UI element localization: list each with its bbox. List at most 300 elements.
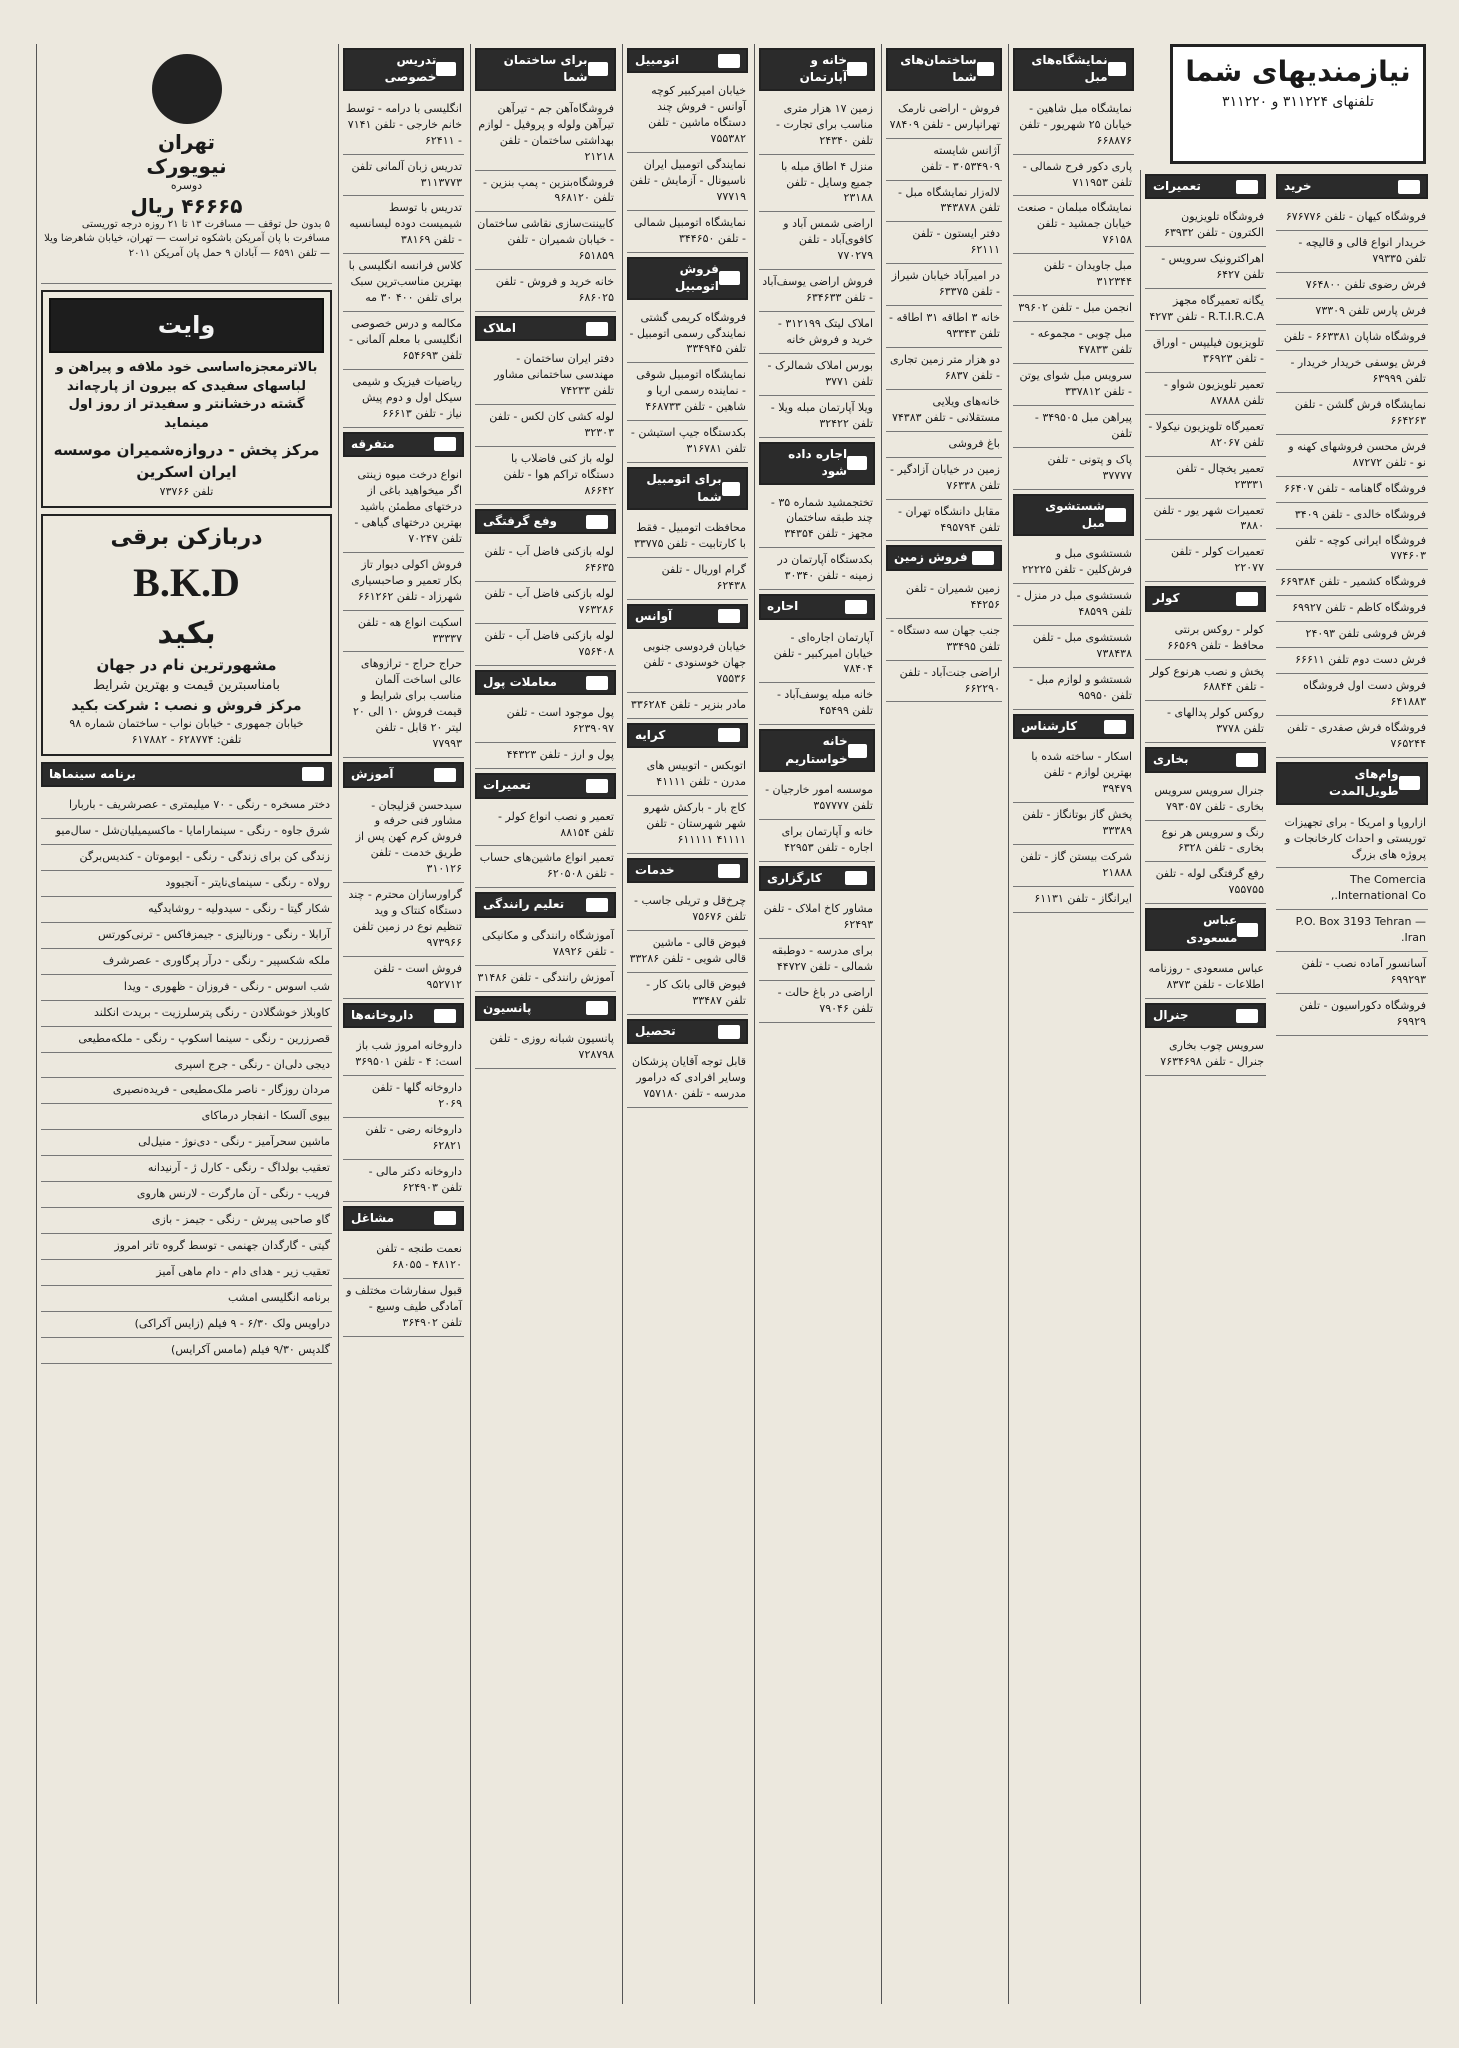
classified-ad: تختجمشید شماره ۳۵ - چند طبقه ساختمان مجهز - تلفن ۳۴۳۵۴ (759, 491, 875, 549)
section-header-label: احاره (767, 599, 799, 614)
section-header-label: آوانس (635, 608, 673, 623)
classified-ad: شستشوی مبل در منزل - تلفن ۴۸۵۹۹ (1013, 584, 1134, 626)
white-ad (41, 290, 332, 508)
classified-ad: سیدحسن قزلیجان - مشاور فنی حرفه و فروش کرم کهن پس از طریق خدمت - تلفن ۳۱۰۱۲۶ (343, 794, 464, 884)
classified-ad: فیوض قالی بانک کار - تلفن ۳۳۴۸۷ (627, 973, 748, 1015)
section-icon (722, 482, 740, 496)
section-icon (434, 1009, 456, 1023)
section-header (759, 594, 875, 619)
section-icon (845, 600, 867, 614)
section-icon (1236, 592, 1258, 606)
cinema-header-label: برنامه سینماها (49, 766, 136, 781)
section-icon (586, 515, 608, 529)
classified-ad: اهراکترونیک سرویس - تلفن ۶۴۲۷ (1145, 247, 1266, 289)
section-header (886, 48, 1002, 91)
cinema-listing: شکار گیتا - رنگی - سیدولیه - روشایدگیه (41, 897, 332, 923)
classified-ad: خیابان امیرکبیر کوچه آوانس - فروش چند دستگاه ماشین - تلفن ۷۵۵۳۸۲ (627, 79, 748, 153)
cinema-listing: برنامه انگلیسی امشب (41, 1286, 332, 1312)
classified-ad: سرویس چوب بخاری جنرال - تلفن ۷۶۳۴۶۹۸ (1145, 1034, 1266, 1076)
classified-ad: فرش دست دوم تلفن ۶۶۶۱۱ (1276, 648, 1428, 674)
classified-ad: دفتر ایران ساختمان - مهندسی ساختمانی مشاور تلفن ۷۴۲۳۳ (475, 347, 616, 405)
classified-ad: جنب جهان سه دستگاه - تلفن ۳۳۴۹۵ (886, 619, 1002, 661)
classified-ad: آموزش رانندگی - تلفن ۳۱۴۸۶ (475, 966, 616, 992)
classified-ad: انواع درخت میوه زینتی اگر میخواهید باغی از درختهای مطمئن باشید بهترین درختهای گیاهی - تلفن ۷۰۲۴۷ (343, 463, 464, 553)
section-header-label: کولر (1153, 591, 1180, 606)
classified-ad: داروخانه رضی - تلفن ۶۲۸۲۱ (343, 1118, 464, 1160)
section-icon (718, 864, 740, 878)
classified-ad: فروشگاه خالدی - تلفن ۳۴۰۹ (1276, 503, 1428, 529)
section-icon (1236, 753, 1258, 767)
section-header (343, 762, 464, 787)
cinema-listing: رولاه - رنگی - سینمای‌نایتر - آنجیوود (41, 871, 332, 897)
section-header-label: املاک (483, 321, 516, 336)
classified-ad: فروشگاه کاظم - تلفن ۶۹۹۲۷ (1276, 596, 1428, 622)
classified-ad: تعمیرات کولر - تلفن ۲۲۰۷۷ (1145, 540, 1266, 582)
classified-ad: گراورسازان محترم - چند دستگاه کنتاک و وید تنظیم نوع در زمین تلفن ۹۷۳۹۶۶ (343, 883, 464, 957)
classified-ad: The Comercia International Co., (1276, 868, 1428, 910)
white-dist: مرکز پخش - دروازه‌شمیران موسسه ایران اسکرین (53, 441, 320, 481)
classified-ad: تعمیرات شهر یور - تلفن ۳۸۸۰ (1145, 499, 1266, 541)
classified-ad: نمایشگاه اتومبیل شوقی - نماینده رسمی اریا و شاهین - تلفن ۴۶۸۷۳۳ (627, 363, 748, 421)
classified-ad: فروشگاه کریمی گشتی نمایندگی رسمی اتومبیل - تلفن ۳۳۴۹۴۵ (627, 306, 748, 364)
section-header-label: فروش اتومبیل (674, 261, 719, 294)
section-icon (847, 456, 867, 470)
section-header (475, 316, 616, 341)
cinema-listing: گلدپس ۹/۳۰ فیلم (مامس آکرایس) (41, 1338, 332, 1364)
section-icon (972, 551, 994, 565)
classified-ad: فروش اراضی یوسف‌آباد - تلفن ۶۳۴۶۳۳ (759, 270, 875, 312)
classified-ad: فروش - اراضی نارمک تهرانپارس - تلفن ۷۸۴۰۹ (886, 97, 1002, 139)
section-icon (586, 898, 608, 912)
cinema-listing: قصرزرین - رنگی - سینما اسکوپ - رنگی - ملکه‌مطیعی (41, 1027, 332, 1053)
section-header-label: شستشوی مبل (1045, 498, 1105, 530)
classified-ad: تدریس زبان آلمانی تلفن ۳۱۱۳۷۷۳ (343, 155, 464, 197)
classified-ad: پاری دکور فرح شمالی - تلفن ۷۱۱۹۵۳ (1013, 155, 1134, 197)
section-header (759, 866, 875, 891)
section-icon (1398, 180, 1420, 194)
globe-icon (152, 54, 222, 124)
bkd-slogan: مشهورترین نام در جهان (96, 656, 277, 674)
panam-note: دوسره (170, 179, 203, 192)
section-header-label: خانه خواستاریم (785, 734, 848, 766)
classified-ad: مقابل دانشگاه تهران - تلفن ۴۹۵۷۹۴ (886, 500, 1002, 542)
classified-ad: حراج حراج - ترازوهای عالی اساخت آلمان مناسب برای شرایط و قیمت فروش ۱۰ الی ۲۰ لیتر ۲۰ قابل - تلفن ۷۷۹۹۳ (343, 652, 464, 758)
classified-ad: فرش رضوی تلفن ۷۶۴۸۰۰ (1276, 273, 1428, 299)
section-header-label: کارگزاری (767, 870, 822, 885)
section-header (475, 670, 616, 695)
section-icon (434, 437, 456, 451)
section-header-label: مشاغل (351, 1210, 395, 1225)
classified-ad: فروشگاه ایرانی کوچه - تلفن ۷۷۴۶۰۳ (1276, 529, 1428, 571)
classified-ad: مادر بنزیر - تلفن ۳۳۶۲۸۴ (627, 693, 748, 719)
section-header-label: کرایه (635, 727, 666, 742)
classified-ad: فروشگاه کیهان - تلفن ۶۷۶۷۷۶ (1276, 205, 1428, 231)
white-brand-banner (49, 298, 324, 353)
classified-ad: لوله کشی کان لکس - تلفن ۳۲۳۰۳ (475, 405, 616, 447)
classified-ad: بورس املاک شمالرک - تلفن ۳۷۷۱ (759, 354, 875, 396)
section-header (1145, 747, 1266, 772)
section-header-label: متفرقه (351, 436, 395, 451)
classified-ad: فروش دست اول فروشگاه ۶۴۱۸۸۳ (1276, 674, 1428, 716)
section-icon (1104, 720, 1126, 734)
classified-ad: ریاضیات فیزیک و شیمی سیکل اول و دوم پیش نیاز - تلفن ۶۶۶۱۳ (343, 370, 464, 428)
classified-ad: مبل چوبی - مجموعه - تلفن ۴۷۸۳۳ (1013, 322, 1134, 364)
classified-ad: نمایشگاه اتومبیل شمالی - تلفن ۳۴۴۶۵۰ (627, 211, 748, 253)
section-header-label: آموزش (351, 767, 394, 782)
cinema-header (41, 762, 332, 787)
section-header (627, 467, 748, 510)
classified-ad: کلاس فرانسه انگلیسی با بهترین مناسب‌ترین سبک برای تلفن ۴۰۰ ۳۰ مه (343, 254, 464, 312)
section-header (627, 257, 748, 300)
classified-ad: پیراهن مبل ۳۴۹۵۰۵ - تلفن (1013, 406, 1134, 448)
section-header (759, 442, 875, 485)
cinema-listing: شب اسوس - رنگی - فروزان - ظهوری - ویدا (41, 975, 332, 1001)
section-icon (1236, 1009, 1258, 1023)
section-header-label: تعمیرات (483, 778, 531, 793)
classified-ad: فروشگاه دکوراسیون - تلفن ۶۹۹۲۹ (1276, 994, 1428, 1036)
classified-ad: P.O. Box 3193 Tehran — Iran. (1276, 910, 1428, 952)
section-header (1145, 908, 1266, 951)
section-icon (434, 768, 456, 782)
classified-ad: شستشوی مبل - تلفن ۷۳۸۴۳۸ (1013, 626, 1134, 668)
classified-ad: تدریس با توسط شیمیست دوده لیسانسیه - تلفن ۳۸۱۶۹ (343, 196, 464, 254)
section-header-label: عباس مسعودی (1186, 913, 1238, 945)
classified-ad: داروخانه دکتر مالی - تلفن ۶۲۴۹۰۳ (343, 1160, 464, 1202)
section-icon (718, 609, 740, 623)
section-icon (719, 271, 740, 285)
classified-ad: زمین ۱۷ هزار متری مناسب برای تجارت - تلفن ۲۴۳۴۰ (759, 97, 875, 155)
classified-ad: شستشوی مبل و فرش‌کلین - تلفن ۲۲۲۲۵ (1013, 542, 1134, 584)
page-headline-box (1170, 44, 1426, 164)
cinema-listing: مردان روزگار - ناصر ملک‌مطیعی - فریده‌نصیری (41, 1078, 332, 1104)
classified-ad: یگانه تعمیرگاه مجهز R.T.I.R.C.A - تلفن ۴۲۷۳ (1145, 289, 1266, 331)
classified-ad: اسکیت انواع هه - تلفن ۳۳۳۳۷ (343, 611, 464, 653)
section-header-label: اتومبیل (635, 53, 680, 67)
section-icon (434, 1211, 456, 1225)
column-4 (622, 44, 752, 2004)
bkd-line: بامناسبترین قیمت و بهترین شرایط (93, 677, 280, 693)
section-header (759, 729, 875, 772)
classified-ad: نمایشگاه مبلمان - صنعت خیابان جمشید - تلفن ۷۶۱۵۸ (1013, 196, 1134, 254)
section-header-label: خانه و آپارتمان (799, 53, 848, 85)
panam-city1: تهران (157, 130, 216, 154)
section-header (627, 48, 748, 73)
classified-ad: عباس مسعودی - روزنامه اطلاعات - تلفن ۸۳۷۳ (1145, 957, 1266, 999)
section-icon (718, 728, 740, 742)
classified-ad: فرش محسن فروشهای کهنه و نو - تلفن ۸۷۲۷۲ (1276, 435, 1428, 477)
cinema-list (41, 793, 332, 1364)
classified-ad: قبول سفارشات مختلف و آمادگی طیف وسیع - تلفن ۳۶۴۹۰۲ (343, 1279, 464, 1337)
classified-ad: اراضی در باغ حالت - تلفن ۷۹۰۴۶ (759, 981, 875, 1023)
section-header-label: خدمات (635, 862, 675, 877)
classified-ad: فروشگاه کشمیر - تلفن ۶۶۹۳۸۴ (1276, 570, 1428, 596)
bkd-phone: تلفن: ۶۲۸۷۷۴ - ۶۱۷۸۸۲ (131, 732, 242, 746)
cinema-listing: کاوبلاز خوشگلادن - رنگی پترسلرزیت - بریدت انکلند (41, 1001, 332, 1027)
section-icon (1237, 923, 1258, 937)
section-header (1145, 174, 1266, 199)
classified-ad: نمایندگی اتومبیل ایران ناسیونال - آزمایش - تلفن ۷۷۷۱۹ (627, 153, 748, 211)
section-icon (718, 54, 740, 68)
section-icon (845, 871, 867, 885)
classified-ad: آسانسور آماده نصب - تلفن ۶۹۹۲۹۳ (1276, 952, 1428, 994)
classified-ad: رفع گرفتگی لوله - تلفن ۷۵۵۷۵۵ (1145, 862, 1266, 904)
section-header (627, 604, 748, 629)
cinema-listing: زندگی کن برای زندگی - رنگی - ایوموتان - کندیس‌برگن (41, 845, 332, 871)
classified-ad: مکالمه و درس خصوصی انگلیسی با معلم آلمانی - تلفن ۶۵۴۶۹۳ (343, 312, 464, 370)
classified-ad: فرش پارس تلفن ۷۳۳۰۹ (1276, 299, 1428, 325)
classified-ad: خانه‌های ویلایی مستقلانی - تلفن ۷۴۳۸۳ (886, 390, 1002, 432)
cinema-listing: تعقیب زیر - هدای دام - دام ماهی آمیز (41, 1260, 332, 1286)
section-icon (586, 1001, 608, 1015)
section-header (475, 892, 616, 917)
classified-ad: فرش یوسفی خریدار خریدار - تلفن ۶۳۹۹۹ (1276, 351, 1428, 393)
classified-ad: تعمیرگاه تلویزیون نیکولا - تلفن ۸۲۰۶۷ (1145, 415, 1266, 457)
section-icon (977, 62, 994, 76)
section-header-label: معاملات پول (483, 675, 557, 689)
panam-ad (41, 44, 332, 284)
classified-ad: تلویزیون فیلیپس - اوراق - تلفن ۳۶۹۲۳ (1145, 331, 1266, 373)
bkd-top: دربازکن برقی (110, 524, 263, 550)
section-header (1013, 48, 1134, 91)
section-header-label: پانسیون (483, 1000, 532, 1015)
section-header-label: برای ساختمان شما (503, 53, 588, 85)
classified-ad: لاله‌زار نمایشگاه مبل - تلفن ۳۴۳۸۷۸ (886, 181, 1002, 223)
classified-ad: خانه مبله یوسف‌آباد - تلفن ۴۵۴۹۹ (759, 683, 875, 725)
section-header-label: تعلیم رانندگی (483, 897, 565, 912)
section-header-label: بخاری (1153, 752, 1189, 767)
classified-ad: زمین شمیران - تلفن ۴۴۲۵۶ (886, 577, 1002, 619)
classified-ad: آژانس شایسته ۳۰۵۳۴۹۰۹ - تلفن (886, 139, 1002, 181)
section-header-label: نمایشگاه‌های مبل (1031, 53, 1108, 85)
section-header (343, 1003, 464, 1028)
cinema-listing: آرابلا - رنگی - ورنالیزی - جیمزفاکس - ترنی‌کورتس (41, 923, 332, 949)
classified-ad: چرخ‌قل و تریلی جاسب - تلفن ۷۵۶۷۶ (627, 889, 748, 931)
classified-ad: فروشگاه فرش صفدری - تلفن ۷۶۵۲۴۴ (1276, 716, 1428, 758)
classified-ad: کابیننت‌سازی نقاشی ساختمان - خیابان شمیران - تلفن ۶۵۱۸۵۹ (475, 212, 616, 270)
classified-ad: تعمیر و نصب انواع کولر - تلفن ۸۸۱۵۴ (475, 805, 616, 847)
classified-ad: ایرانگاز - تلفن ۶۱۱۳۱ (1013, 887, 1134, 913)
classified-ad: پانسیون شبانه روزی - تلفن ۷۲۸۷۹۸ (475, 1027, 616, 1069)
classified-ad: اسکار - ساخته شده با بهترین لوازم - تلفن ۳۹۴۷۹ (1013, 745, 1134, 803)
section-header (1145, 586, 1266, 611)
panam-price: ۴۶۶۶۵ ریال (130, 193, 243, 218)
classified-ad: بکدستگاه جیپ استیشن - تلفن ۳۱۶۷۸۱ (627, 421, 748, 463)
classified-ad: مبل جاویدان - تلفن ۳۱۲۳۴۴ (1013, 254, 1134, 296)
classified-ad: منزل ۴ اطاق مبله با جمیع وسایل - تلفن ۲۳۱۸۸ (759, 155, 875, 213)
section-header (627, 1019, 748, 1044)
classified-ad: اراضی جنت‌آباد - تلفن ۶۶۲۲۹۰ (886, 661, 1002, 703)
cinema-listing: دراویس ولک ۶/۳۰ - ۹ فیلم (زایس آکراکی) (41, 1312, 332, 1338)
classified-ad: خانه خرید و فروش - تلفن ۶۸۶۰۲۵ (475, 270, 616, 312)
section-header-label: تدریس خصوصی (384, 53, 437, 85)
classified-ad: لوله بازکنی فاضل آب - تلفن ۷۵۶۴۰۸ (475, 624, 616, 666)
section-icon (848, 744, 867, 758)
classified-ad: تعمیر تلویزیون شواو - تلفن ۸۷۸۸۸ (1145, 373, 1266, 415)
classified-ad: پخش گاز بوتانگاز - تلفن ۳۳۳۸۹ (1013, 803, 1134, 845)
section-icon (1108, 62, 1126, 76)
white-phone: تلفن ۷۳۷۶۶ (159, 484, 214, 498)
classified-ad: خانه ۳ اطاقه ۳۱ اطاقه - تلفن ۹۳۳۴۳ (886, 306, 1002, 348)
cinema-listing: تعقیب بولداگ - رنگی - کارل ژ - آرنیدانه (41, 1156, 332, 1182)
classified-ad: انجمن مبل - تلفن ۳۹۶۰۲ (1013, 296, 1134, 322)
bkd-brand: B.K.D (133, 559, 240, 605)
section-header (475, 509, 616, 534)
classified-ad: فروشگاه‌بنزین - پمپ بنزین - تلفن ۹۶۸۱۲۰ (475, 171, 616, 213)
panam-city2: نیویورک (146, 154, 227, 178)
classified-ad: خریدار انواع قالی و قالیچه - تلفن ۷۹۳۳۵ (1276, 231, 1428, 273)
classified-ad: گرام اوریال - تلفن ۶۲۴۳۸ (627, 558, 748, 600)
classified-ad: املاک لیتک ۳۱۲۱۹۹ - خرید و فروش خانه (759, 312, 875, 354)
classified-ad: ویلا آپارتمان مبله ویلا - تلفن ۳۲۴۲۲ (759, 396, 875, 438)
section-header-label: جنرال (1153, 1007, 1189, 1022)
classified-ad: خیابان فردوسی جنوبی جهان خوسنودی - تلفن ۷۵۵۳۶ (627, 635, 748, 693)
classified-ad: تعمیر یخچال - تلفن ۲۳۳۳۱ (1145, 457, 1266, 499)
section-header (1276, 762, 1428, 805)
film-icon (302, 767, 324, 781)
section-header-label: تحصیل (635, 1023, 676, 1038)
classified-ad: برای مدرسه - دوطبقه شمالی - تلفن ۴۴۷۲۷ (759, 939, 875, 981)
section-header-label: وام‌های طویل‌المدت (1328, 766, 1399, 799)
section-icon (586, 676, 608, 690)
cinema-listing: فریب - رنگی - آن مارگرت - لارنس هاروی (41, 1182, 332, 1208)
section-header (475, 996, 616, 1021)
classified-ad: شستشو و لوازم مبل - تلفن ۹۵۹۵۰ (1013, 668, 1134, 710)
classified-ad: پول موجود است - تلفن ۶۲۳۹۰۹۷ (475, 701, 616, 743)
classified-ad: تعمیر انواع ماشین‌های حساب - تلفن ۶۲۰۵۰۸ (475, 846, 616, 888)
page-headline-subtitle: تلفنهای ۳۱۱۲۲۴ و ۳۱۱۲۲۰ (1222, 94, 1374, 110)
classified-ad: دفتر ایستون - تلفن ۶۲۱۱۱ (886, 222, 1002, 264)
section-icon (586, 322, 608, 336)
classified-ad: در امیرآباد خیابان شیراز - تلفن ۶۳۳۷۵ (886, 264, 1002, 306)
section-header (1013, 494, 1134, 537)
column-8 (1140, 170, 1270, 2004)
classified-ad: نمایشگاه فرش گلشن - تلفن ۶۶۴۲۶۳ (1276, 393, 1428, 435)
section-header-label: کارشناس (1021, 718, 1078, 733)
section-header (475, 48, 616, 91)
cinema-listing: دیجی دلی‌ان - رنگی - جرج اسپری (41, 1053, 332, 1079)
page-headline-title: نیازمندیهای شما (1185, 55, 1411, 88)
classified-ad: زمین در خیابان آزادگیر - تلفن ۷۶۳۳۸ (886, 458, 1002, 500)
cinema-listing: دختر مسخره - رنگی - ۷۰ میلیمتری - عصرشریف - باربارا (41, 793, 332, 819)
section-header (1145, 1003, 1266, 1028)
classified-ad: داروخانه گلها - تلفن ۲۰۶۹ (343, 1076, 464, 1118)
classified-ad: جنرال سرویس سرویس بخاری - تلفن ۷۹۳۰۵۷ (1145, 779, 1266, 821)
section-header (475, 773, 616, 798)
section-header (1276, 174, 1428, 199)
section-icon (588, 62, 608, 76)
classified-ad: لوله باز کنی فاضلاب با دستگاه تراکم هوا - تلفن ۸۶۶۴۲ (475, 447, 616, 505)
bkd-dealer: مرکز فروش و نصب : شرکت بکید (71, 697, 302, 714)
section-header (343, 1206, 464, 1231)
column-6 (881, 44, 1006, 2004)
classified-ad: انگلیسی با درامه - توسط خانم خارجی - تلفن ۷۱۴۱ - ۶۲۴۱۱ (343, 97, 464, 155)
classified-ad: کولر - روکس برنتی محافظ - تلفن ۶۶۵۶۹ (1145, 618, 1266, 660)
column-3 (470, 44, 620, 2004)
column-1 (36, 44, 336, 2004)
column-2 (338, 44, 468, 2004)
classified-ad: ازاروپا و امریکا - برای تجهیزات توریستی و احداث کارخانجات و پروژه های بزرگ (1276, 811, 1428, 869)
section-header (759, 48, 875, 91)
column-7 (1008, 44, 1138, 2004)
classified-ad: مشاور کاخ املاک - تلفن ۶۲۴۹۳ (759, 897, 875, 939)
section-icon (1399, 776, 1420, 790)
classified-ad: شرکت بیستن گاز - تلفن ۲۱۸۸۸ (1013, 845, 1134, 887)
section-header-label: ساختمان‌های شما (900, 53, 977, 85)
cinema-listing: بیوی آلسکا - انفجار درماکای (41, 1104, 332, 1130)
column-5 (754, 44, 879, 2004)
classified-ad: دو هزار متر زمین تجاری - تلفن ۶۸۳۷ (886, 348, 1002, 390)
classified-ad: پاک و پتونی - تلفن ۳۷۷۷۷ (1013, 448, 1134, 490)
classified-ad: لوله بازکنی فاضل آب - تلفن ۶۴۶۳۵ (475, 540, 616, 582)
classified-ad: پخش و نصب هرنوع کولر - تلفن ۶۸۸۴۴ (1145, 660, 1266, 702)
classified-ad: بکدستگاه آپارتمان در زمینه - تلفن ۳۰۳۴۰ (759, 548, 875, 590)
classified-ad: موسسه امور خارجیان - تلفن ۳۵۷۷۷۷ (759, 778, 875, 820)
classified-ad: فروشگاه‌آهن جم - تیرآهن تیرآهن ولوله و پروفیل - لوازم بهداشتی ساختمان - تلفن ۲۱۲۱۸ (475, 97, 616, 171)
section-icon (436, 62, 456, 76)
section-header (627, 858, 748, 883)
classified-ad: فروش است - تلفن ۹۵۲۷۱۲ (343, 957, 464, 999)
section-icon (586, 779, 608, 793)
classified-ad: روکس کولر پدالهای - تلفن ۳۷۷۸ (1145, 701, 1266, 743)
classified-ad: داروخانه امروز شب باز است: ۴ - تلفن ۳۶۹۵۰۱ (343, 1034, 464, 1076)
bkd-ad (41, 514, 332, 756)
section-header (886, 545, 1002, 570)
section-header-label: وفع گرفتگی (483, 513, 558, 528)
classified-ad: فروشگاه شاپان ۶۶۳۳۸۱ - تلفن (1276, 325, 1428, 351)
bkd-address: خیابان جمهوری - خیابان نواب - ساختمان شماره ۹۸ (69, 716, 304, 730)
classified-ad: آپارتمان اجاره‌ای - خیابان امیرکبیر - تلفن ۷۸۴۰۴ (759, 626, 875, 684)
classified-ad: فروشگاه گاهنامه - تلفن ۶۶۴۰۷ (1276, 477, 1428, 503)
section-header (627, 723, 748, 748)
classified-ad: محافظت اتومبیل - فقط با کارتابیت - تلفن ۳۳۷۷۵ (627, 516, 748, 558)
cinema-listing: شرق جاوه - رنگی - سینمارامایا - ماکسیمیلیان‌شل - سال‌میو (41, 819, 332, 845)
section-header-label: خرید (1284, 179, 1312, 193)
classified-ad: فرش فروشی تلفن ۲۴۰۹۳ (1276, 622, 1428, 648)
section-icon (847, 62, 867, 76)
bkd-brand-fa: بکید (157, 615, 216, 651)
classified-ad: رنگ و سرویس هر نوع بخاری - تلفن ۶۳۲۸ (1145, 821, 1266, 863)
white-body: بالاترمعجزه‌اساسی خود ملافه و پیراهن و لباسهای سفیدی که بیرون از پارچه‌اند گشته درخشانتر و سفیدتر از روز اول مینماید (55, 359, 318, 432)
classified-ad: فروشگاه تلویزیون الکترون - تلفن ۶۳۹۳۲ (1145, 205, 1266, 247)
section-header (343, 432, 464, 457)
section-header-label: اجاره داده شود (788, 446, 848, 479)
classified-ad: نعمت طنجه - تلفن ۴۸۱۲۰ - ۶۸۰۵۵ (343, 1237, 464, 1279)
section-icon (1105, 508, 1126, 522)
classified-ad: باغ فروشی (886, 432, 1002, 458)
panam-details: ۵ بدون حل توقف — مسافرت ۱۳ تا ۲۱ روزه درجه توریستی مسافرت با پان آمریکن باشکوه تراست — تهران، خیابان شاهرضا ویلا — تلفن ۶۵۹۱ — آبادان ۹ حمل پان آمریکن ۲۰۱۱ (44, 218, 330, 259)
section-header-label: داروخانه‌ها (351, 1007, 414, 1022)
section-header-label: فروش زمین (894, 550, 968, 565)
cinema-listing: ماشین سحرآمیز - رنگی - دی‌نوژ - منیل‌لی (41, 1130, 332, 1156)
section-icon (1236, 180, 1258, 194)
classified-ad: کاج بار - بارکش شهرو شهر شهرستان - تلفن ۴۱۱۱۱ ۶۱۱۱۱۱ (627, 796, 748, 854)
classified-ad: لوله بازکنی فاضل آب - تلفن ۷۶۳۲۸۶ (475, 582, 616, 624)
white-brand: وایت (157, 311, 216, 339)
classified-ad: قابل توجه آقایان پزشکان وسایر افرادی که درامور مدرسه - تلفن ۷۵۷۱۸۰ (627, 1050, 748, 1108)
section-header (1013, 714, 1134, 739)
section-icon (718, 1025, 740, 1039)
section-header-label: تعمیرات (1153, 179, 1201, 193)
classified-ad: سرویس مبل شوای یوتن - تلفن ۳۳۷۸۱۲ (1013, 364, 1134, 406)
classified-ad: پول و ارز - تلفن ۴۴۳۲۳ (475, 743, 616, 769)
classified-ad: نمایشگاه مبل شاهین - خیابان ۲۵ شهریور - تلفن ۶۶۸۸۷۶ (1013, 97, 1134, 155)
cinema-listing: گاو صاحبی پیرش - رنگی - جیمز - بازی (41, 1208, 332, 1234)
classified-ad: خانه و آپارتمان برای اجاره - تلفن ۴۲۹۵۳ (759, 820, 875, 862)
column-9 (1272, 170, 1432, 2004)
classified-ad: آموزشگاه رانندگی و مکانیکی - تلفن ۷۸۹۲۶ (475, 924, 616, 966)
classified-ad: فروش اکولی دیوار تاز بکار تعمیر و صاحبسیاری شهرزاد - تلفن ۶۶۱۲۶۲ (343, 553, 464, 611)
classified-ad: اراضی شمس آباد و کافوی‌آباد - تلفن ۷۷۰۲۷۹ (759, 212, 875, 270)
